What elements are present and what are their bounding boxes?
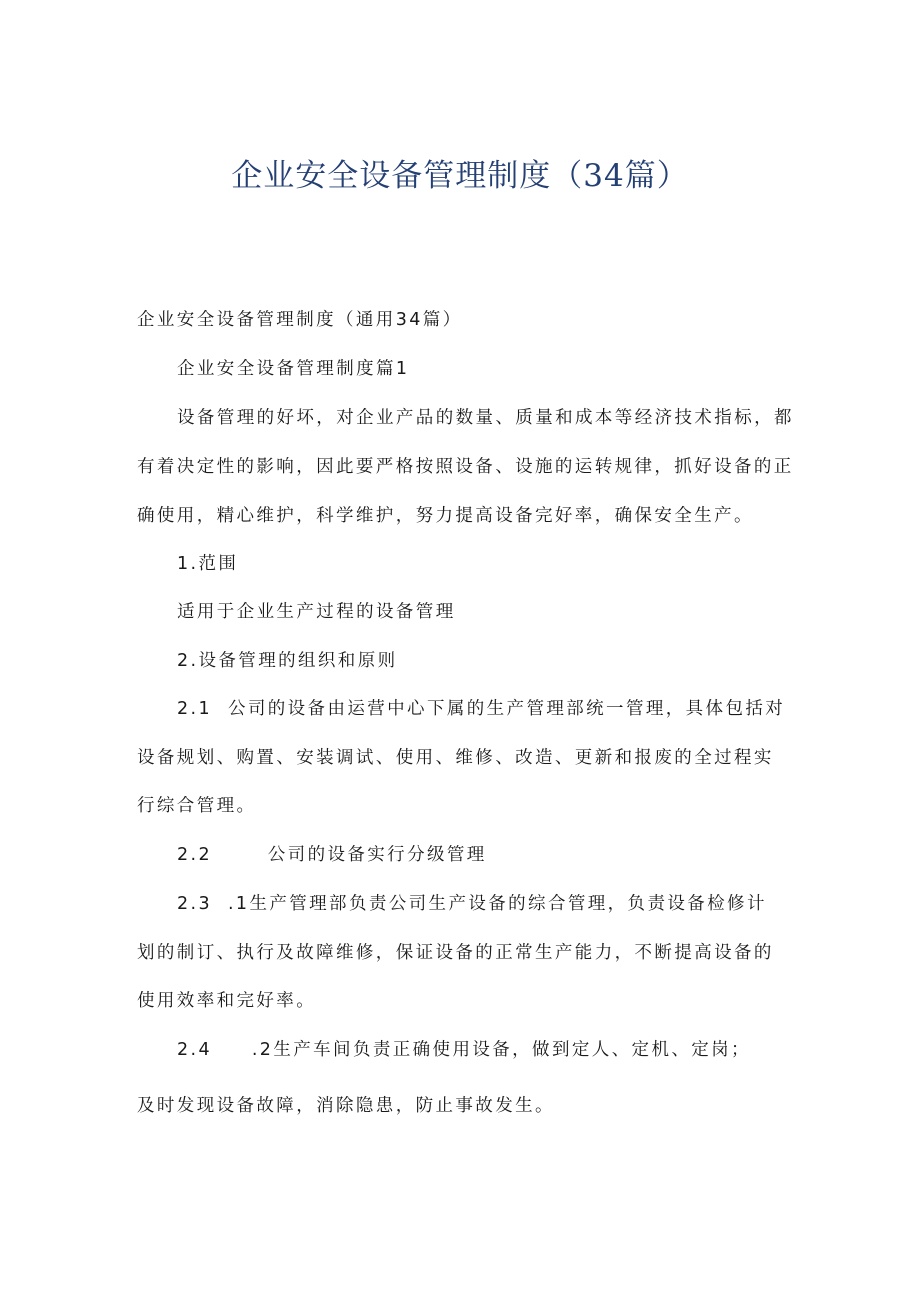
intro-paragraph-line-3: 确使用，精心维护，科学维护，努力提高设备完好率，确保安全生产。 <box>137 506 754 526</box>
document-subtitle: 企业安全设备管理制度（通用34篇） <box>137 310 463 330</box>
clause-2-4-line-2: 及时发现设备故障，消除隐患，防止事故发生。 <box>137 1096 555 1116</box>
organization-heading: 2.设备管理的组织和原则 <box>177 651 398 671</box>
scope-text: 适用于企业生产过程的设备管理 <box>177 602 456 622</box>
clause-2-4-line-1: 2.4 .2生产车间负责正确使用设备，做到定人、定机、定岗； <box>177 1040 751 1060</box>
intro-paragraph-line-1: 设备管理的好坏，对企业产品的数量、质量和成本等经济技术指标，都 <box>177 408 794 428</box>
scope-heading: 1.范围 <box>177 554 239 574</box>
clause-2-1-line-3: 行综合管理。 <box>137 796 257 816</box>
clause-2-2: 2.2 公司的设备实行分级管理 <box>177 845 487 865</box>
document-title: 企业安全设备管理制度（34篇） <box>231 158 689 194</box>
intro-paragraph-line-2: 有着决定性的影响，因此要严格按照设备、设施的运转规律，抓好设备的正 <box>137 457 794 477</box>
clause-2-3-line-3: 使用效率和完好率。 <box>137 991 317 1011</box>
section-heading: 企业安全设备管理制度篇1 <box>177 359 410 379</box>
clause-2-3-line-1: 2.3 .1生产管理部负责公司生产设备的综合管理，负责设备检修计 <box>177 894 767 914</box>
clause-2-1-line-2: 设备规划、购置、安装调试、使用、维修、改造、更新和报废的全过程实 <box>137 748 774 768</box>
clause-2-3-line-2: 划的制订、执行及故障维修，保证设备的正常生产能力，不断提高设备的 <box>137 943 774 963</box>
clause-2-1-line-1: 2.1 公司的设备由运营中心下属的生产管理部统一管理，具体包括对 <box>177 699 786 719</box>
